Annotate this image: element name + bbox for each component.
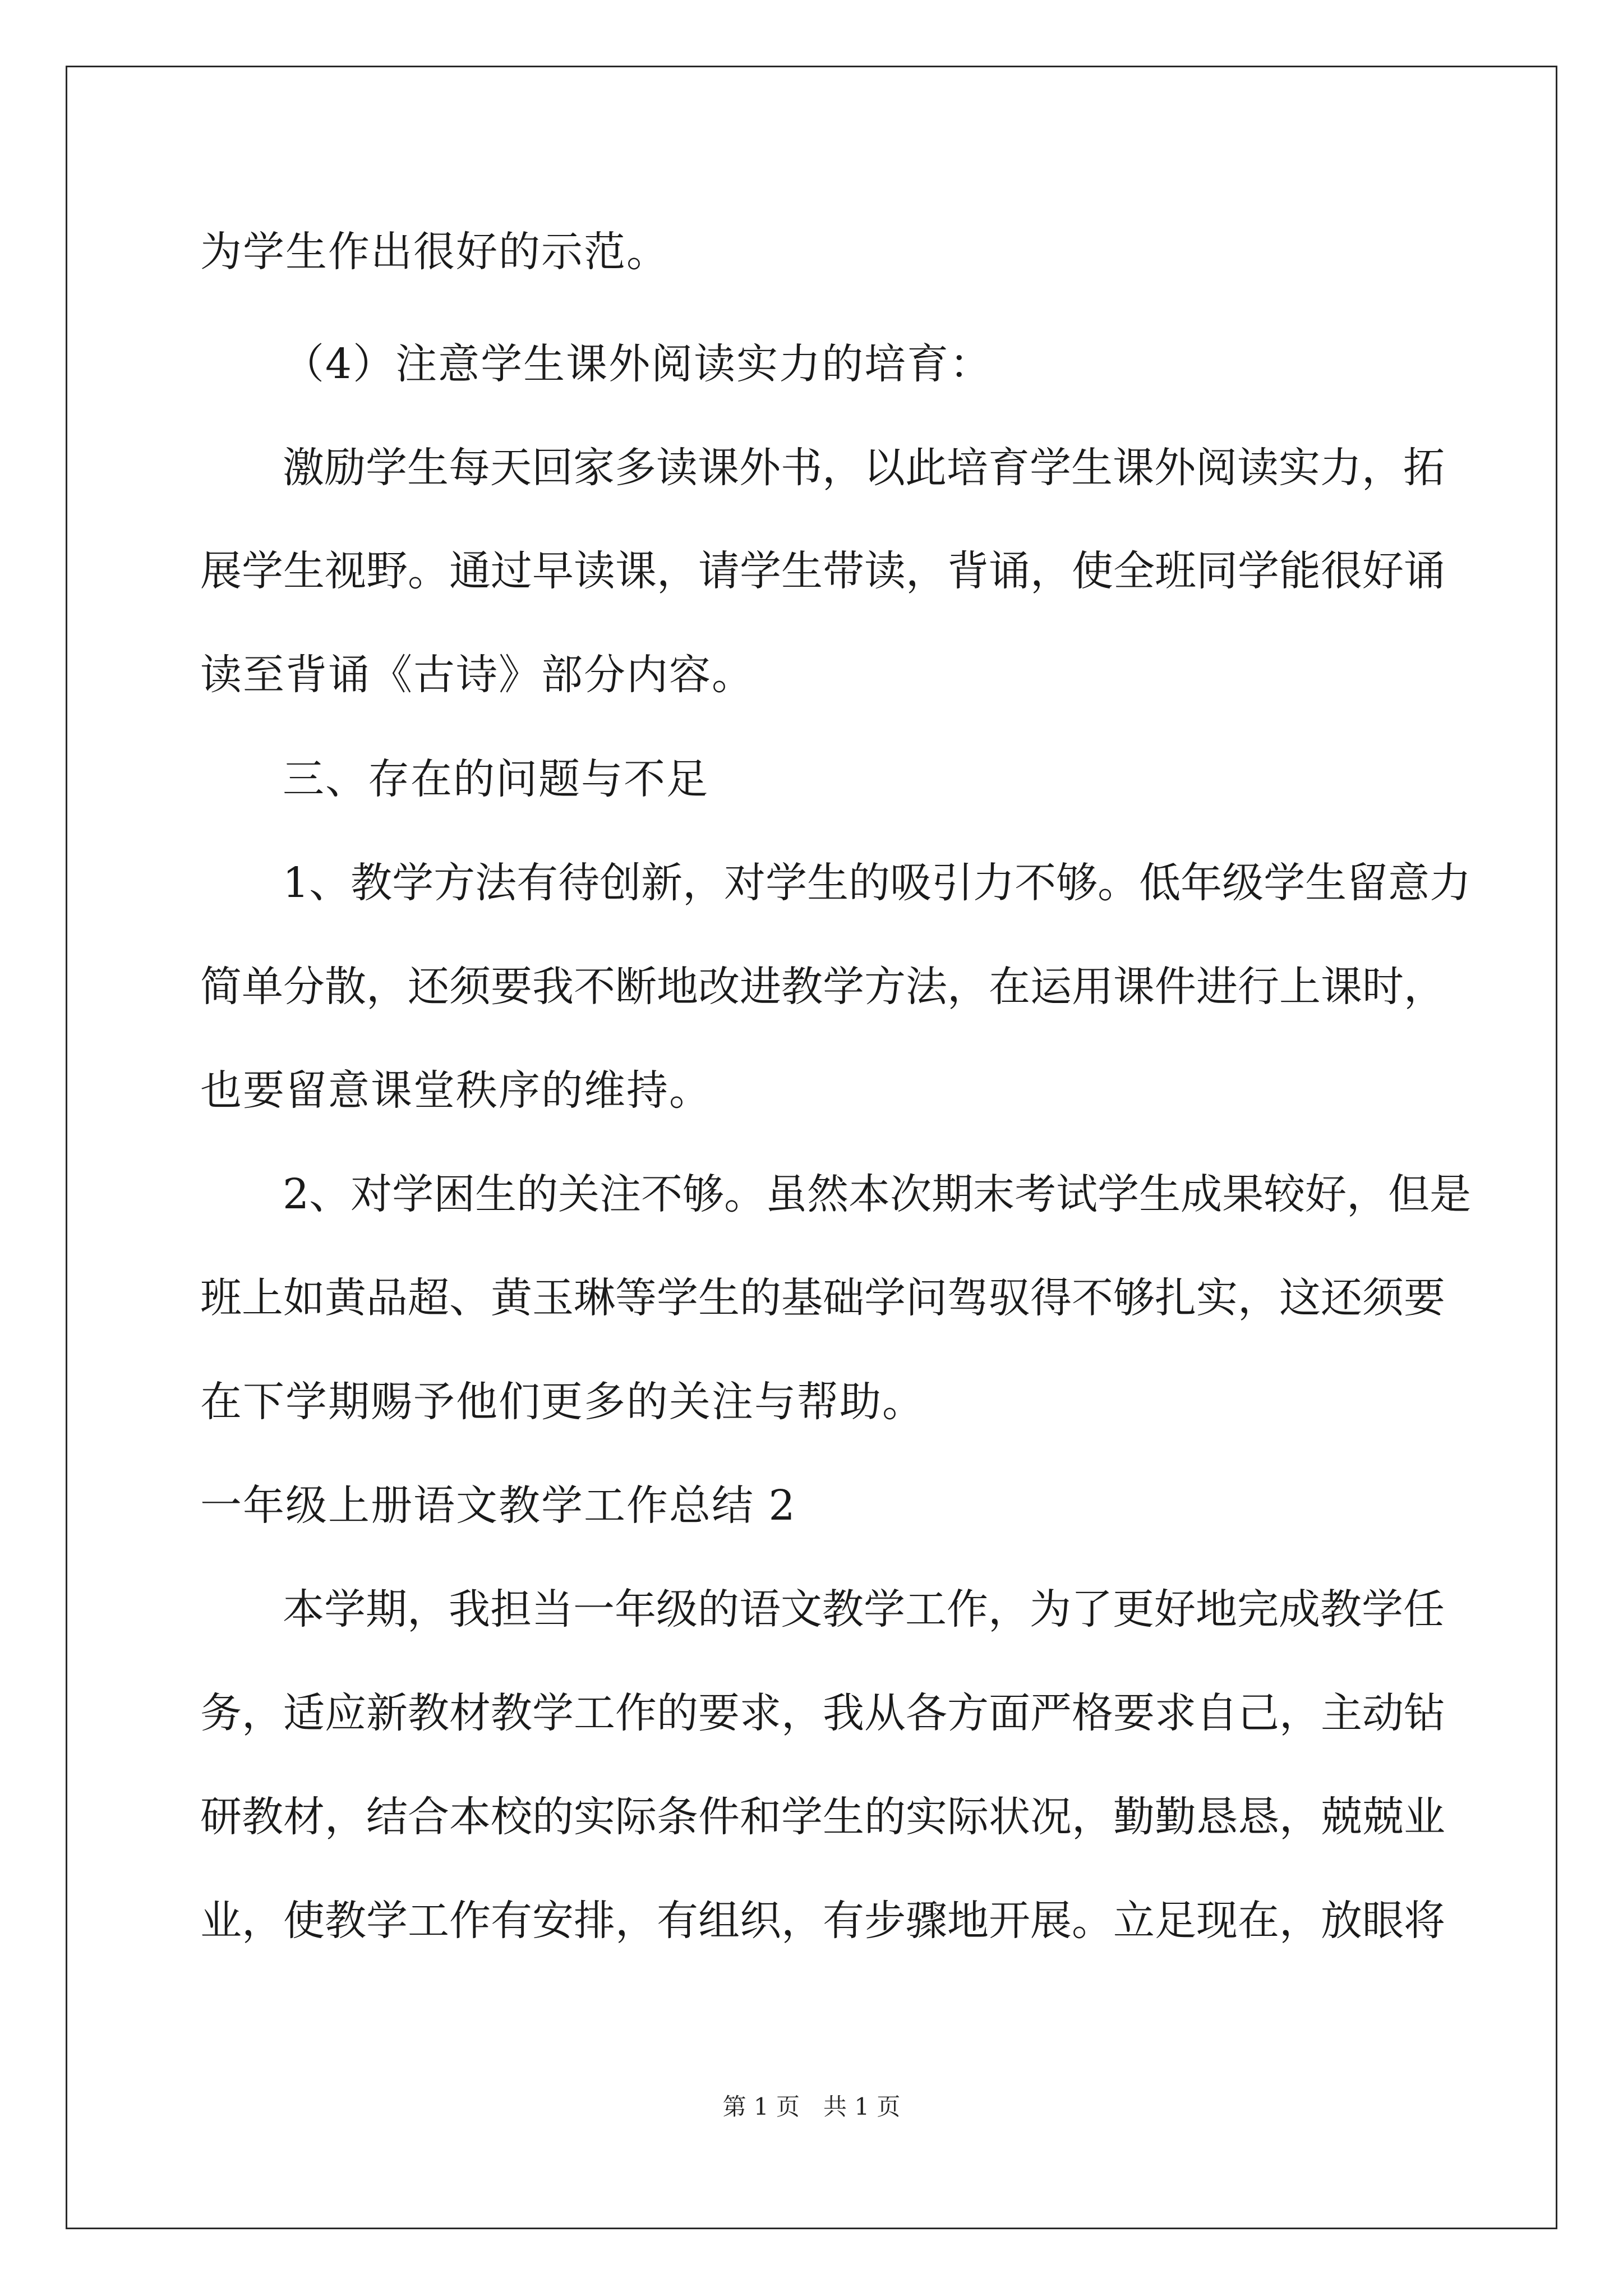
text-line: 展学生视野。通过早读课，请学生带读，背诵，使全班同学能很好诵 [200, 547, 1445, 595]
text-line: 1、教学方法有待创新，对学生的吸引力不够。低年级学生留意力 [283, 859, 1472, 907]
section-heading: 三、存在的问题与不足 [283, 755, 709, 803]
text-line: 2、对学困生的关注不够。虽然本次期末考试学生成果较好，但是 [283, 1170, 1472, 1218]
text-line: 为学生作出很好的示范。 [200, 228, 669, 276]
section-title: 一年级上册语文教学工作总结 2 [200, 1481, 796, 1530]
text-line: 业，使教学工作有安排，有组织，有步骤地开展。立足现在，放眼将 [200, 1897, 1445, 1945]
text-line: 在下学期赐予他们更多的关注与帮助。 [200, 1378, 925, 1426]
text-line: 也要留意课堂秩序的维持。 [200, 1066, 712, 1115]
text-line: 简单分散，还须要我不断地改进教学方法，在运用课件进行上课时， [200, 963, 1445, 1011]
page-number: 第 1 页 共 1 页 [722, 2093, 901, 2120]
text-line: 务，适应新教材教学工作的要求，我从各方面严格要求自己，主动钻 [200, 1689, 1445, 1737]
text-line: （4）注意学生课外阅读实力的培育： [283, 340, 993, 388]
text-line: 读至背诵《古诗》部分内容。 [200, 651, 754, 699]
text-line: 班上如黄品超、黄玉琳等学生的基础学问驾驭得不够扎实，这还须要 [200, 1274, 1445, 1322]
text-line: 研教材，结合本校的实际条件和学生的实际状况，勤勤恳恳，兢兢业 [200, 1793, 1445, 1841]
text-line: 激励学生每天回家多读课外书，以此培育学生课外阅读实力，拓 [283, 444, 1445, 492]
text-line: 本学期，我担当一年级的语文教学工作，为了更好地完成教学任 [283, 1585, 1445, 1634]
